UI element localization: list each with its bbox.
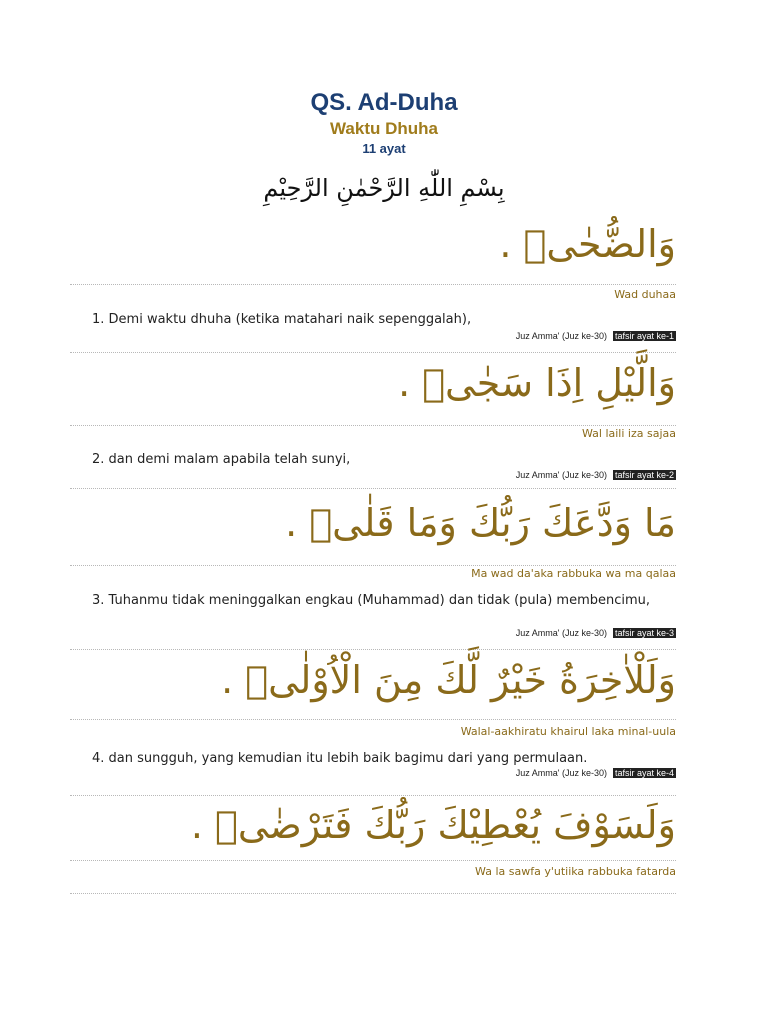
ayah-arabic: وَالَّيْلِ اِذَا سَجٰىۙ . xyxy=(398,361,676,405)
tafsir-link[interactable]: tafsir ayat ke-3 xyxy=(614,628,674,638)
ayah-meta xyxy=(516,628,676,639)
divider xyxy=(70,284,676,285)
ayah-arabic: وَلَلْاٰخِرَةُ خَيْرٌ لَّكَ مِنَ الْاُوْلٰىۗ . xyxy=(221,658,676,702)
ayah-block-2 xyxy=(70,351,676,497)
ayah-arabic: وَلَسَوْفَ يُعْطِيْكَ رَبُّكَ فَتَرْضٰىۗ . xyxy=(190,803,676,847)
ayah-translation: 3. Tuhanmu tidak meninggalkan engkau (Muhammad) dan tidak (pula) membencimu, xyxy=(92,593,651,608)
ayah-meta xyxy=(516,768,676,779)
ayah-transliteration: Wad duhaa xyxy=(614,288,676,301)
divider xyxy=(70,893,676,894)
tafsir-link[interactable]: tafsir ayat ke-1 xyxy=(614,331,674,341)
ayah-meta xyxy=(516,331,676,342)
ayah-block-1 xyxy=(70,212,676,358)
surah-subtitle: Waktu Dhuha xyxy=(330,119,438,138)
juz-link[interactable]: Juz Amma' (Juz ke-30) xyxy=(515,768,607,778)
divider xyxy=(70,860,676,861)
juz-link[interactable]: Juz Amma' (Juz ke-30) xyxy=(515,470,607,480)
ayah-transliteration: Wal laili iza sajaa xyxy=(581,427,676,440)
ayat-count: 11 ayat xyxy=(362,141,406,156)
ayah-meta xyxy=(516,470,676,481)
surah-title: QS. Ad-Duha xyxy=(310,89,458,116)
divider xyxy=(70,565,676,566)
ayah-block-3 xyxy=(70,491,676,661)
ayah-transliteration: Wa la sawfa y'utiika rabbuka fatarda xyxy=(475,865,676,878)
ayah-block-5 xyxy=(70,793,676,903)
ayah-arabic: وَالضُّحٰىۙ . xyxy=(499,222,676,266)
ayah-arabic: مَا وَدَّعَكَ رَبُّكَ وَمَا قَلٰىۗ . xyxy=(285,501,676,545)
ayah-transliteration: Ma wad da'aka rabbuka wa ma qalaa xyxy=(471,567,676,580)
ayah-block-4 xyxy=(70,648,676,798)
juz-link[interactable]: Juz Amma' (Juz ke-30) xyxy=(515,331,607,341)
divider xyxy=(70,425,676,426)
basmalah: بِسْمِ اللّٰهِ الرَّحْمٰنِ الرَّحِيْمِ xyxy=(263,174,505,202)
ayah-translation: 1. Demi waktu dhuha (ketika matahari naik sepenggalah), xyxy=(92,312,472,327)
ayah-transliteration: Walal-aakhiratu khairul laka minal-uula xyxy=(460,725,676,738)
ayah-translation: 4. dan sungguh, yang kemudian itu lebih baik bagimu dari yang permulaan. xyxy=(92,751,588,766)
divider xyxy=(70,488,676,489)
tafsir-link[interactable]: tafsir ayat ke-4 xyxy=(614,768,674,778)
tafsir-link[interactable]: tafsir ayat ke-2 xyxy=(614,470,674,480)
juz-link[interactable]: Juz Amma' (Juz ke-30) xyxy=(515,628,607,638)
divider xyxy=(70,719,676,720)
ayah-translation: 2. dan demi malam apabila telah sunyi, xyxy=(92,452,351,467)
